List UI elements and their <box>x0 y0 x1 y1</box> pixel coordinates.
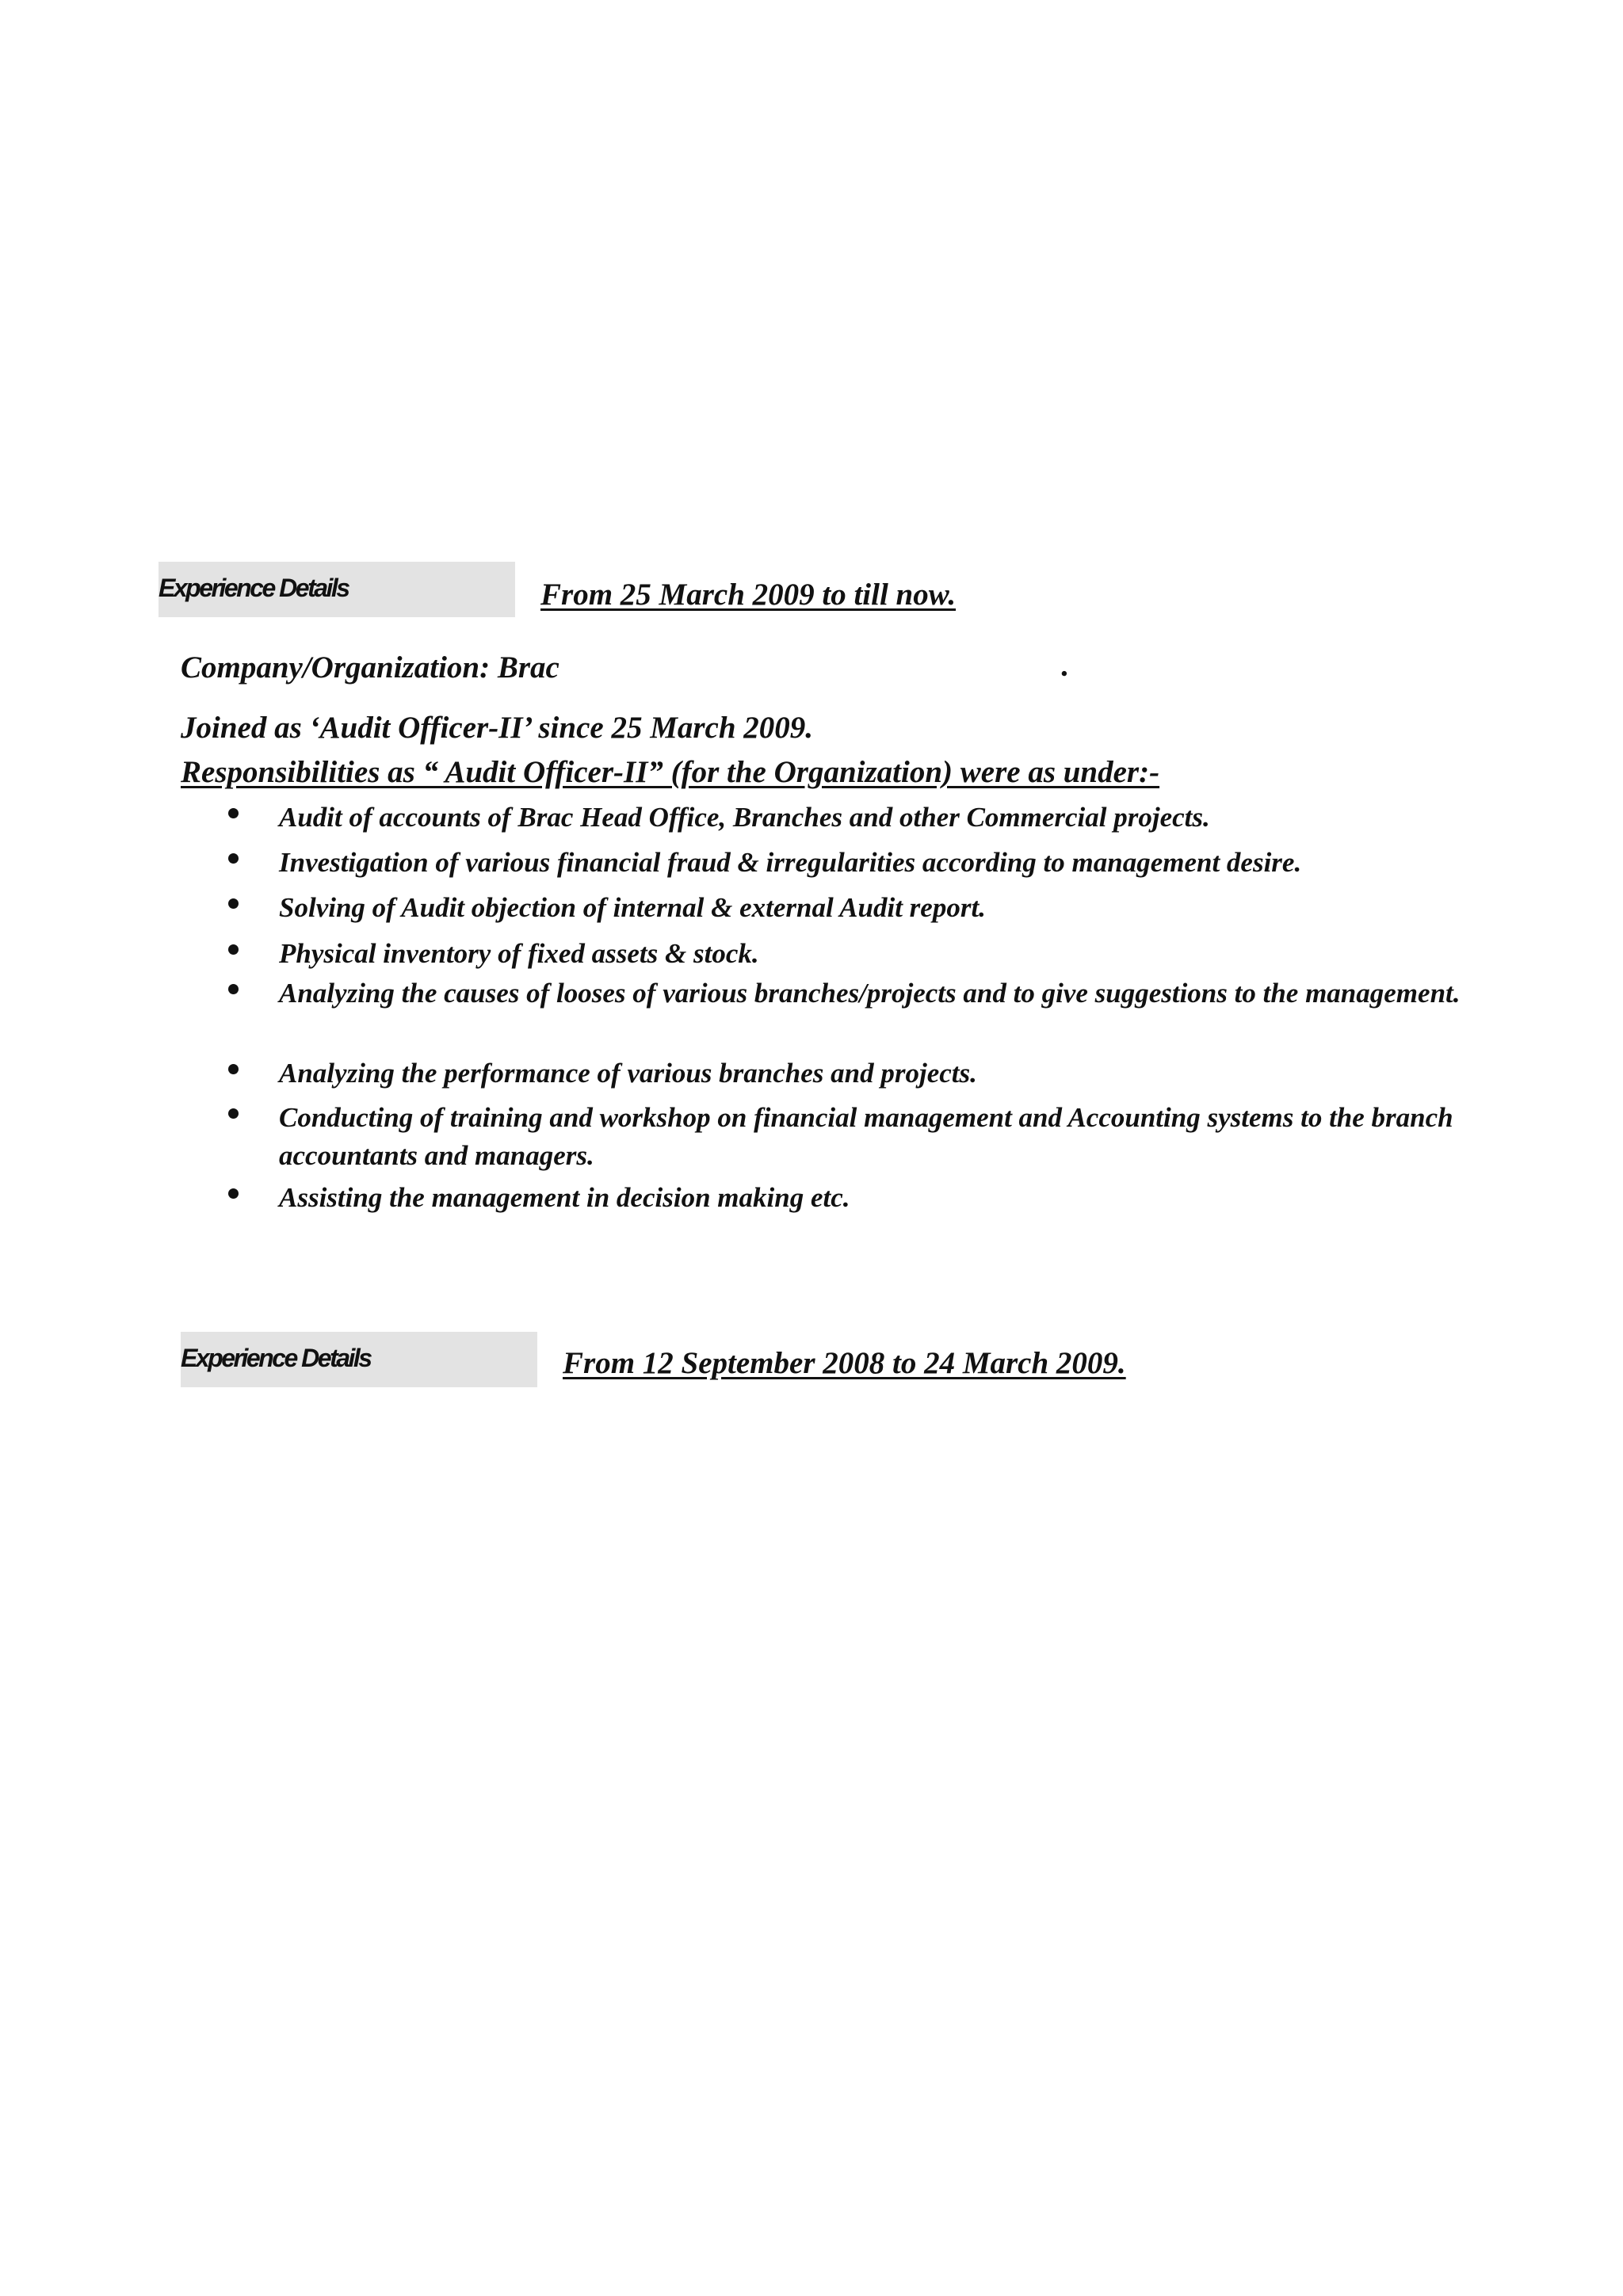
bullet-icon <box>228 853 239 864</box>
responsibility-text: Investigation of various financial fraud & irregularities according to management desire. <box>279 847 1302 878</box>
responsibility-text: Conducting of training and workshop on financial management and Accounting systems to the branch accountants and managers. <box>279 1102 1453 1171</box>
responsibility-text: Solving of Audit objection of internal & external Audit report. <box>279 892 986 923</box>
date-range-2: From 12 September 2008 to 24 March 2009. <box>563 1346 1126 1380</box>
bullet-icon <box>228 1064 239 1074</box>
bullet-icon <box>228 898 239 909</box>
bullet-icon <box>228 1188 239 1199</box>
company-trailing-dot: . <box>1060 649 1068 683</box>
joined-line: Joined as ‘Audit Officer-II’ since 25 March 2009. <box>181 711 814 745</box>
section-label-1: Experience Details <box>158 562 515 617</box>
responsibility-text: Audit of accounts of Brac Head Office, Branches and other Commercial projects. <box>279 802 1210 833</box>
company-line: Company/Organization: Brac <box>181 650 559 685</box>
bullet-icon <box>228 984 239 994</box>
responsibility-text: Analyzing the causes of looses of various branches/projects and to give suggestions to the management. <box>279 978 1461 1009</box>
date-range-1: From 25 March 2009 to till now. <box>540 578 957 612</box>
bullet-icon <box>228 944 239 955</box>
bullet-icon <box>228 808 239 818</box>
responsibility-text: Physical inventory of fixed assets & stock. <box>279 938 759 969</box>
responsibility-text: Assisting the management in decision making etc. <box>279 1182 850 1213</box>
responsibility-text: Analyzing the performance of various branches and projects. <box>279 1058 977 1089</box>
responsibilities-heading: Responsibilities as “ Audit Officer-II” (for the Organization) were as under:- <box>181 755 1160 789</box>
bullet-icon <box>228 1108 239 1119</box>
section-label-2: Experience Details <box>181 1332 537 1387</box>
